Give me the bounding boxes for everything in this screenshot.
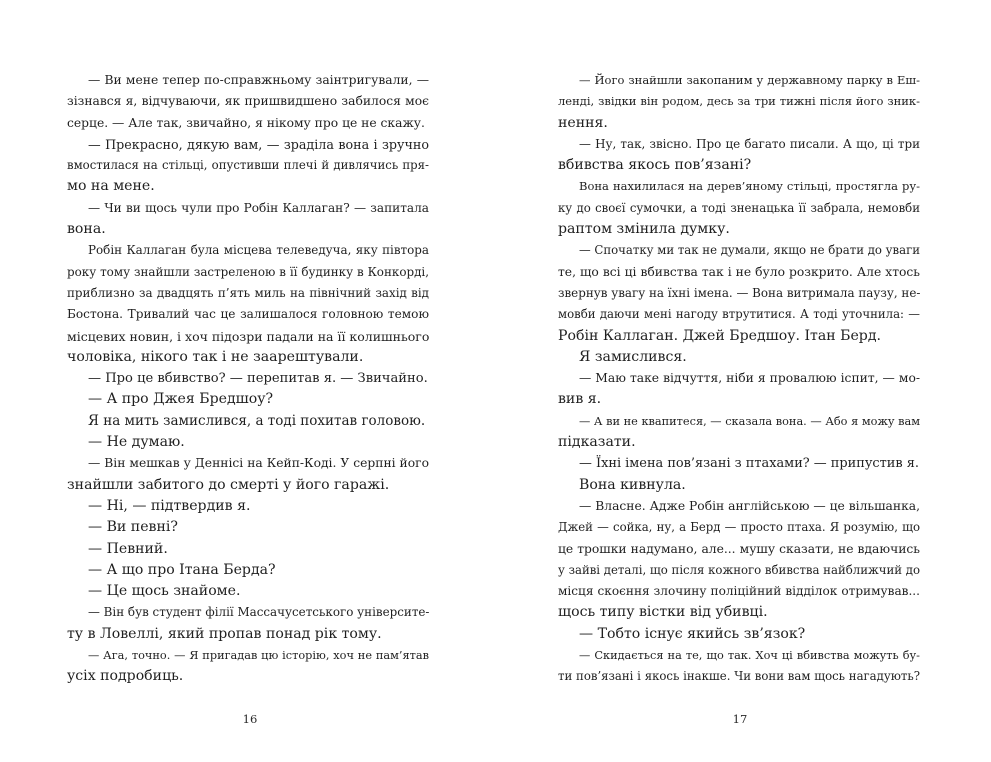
- right-line-16: вив я.: [558, 391, 602, 408]
- left-line-14: чоловіка, нікого так і не заарештували.: [67, 348, 364, 365]
- left-line-13: місцевих новин, і хоч підозри падали на її колишнього: [67, 328, 430, 344]
- right-line-15: — Маю таке відчуття, ніби я провалюю іспит, — мо-: [579, 371, 920, 386]
- left-page: [67, 70, 429, 688]
- right-line-22: Джей — сойка, ну, а Берд — просто птаха. Я розумію, що: [558, 520, 920, 535]
- left-line-10: року тому знайшли застреленою в її будинку в Конкорді,: [67, 264, 429, 279]
- right-line-24: у зайві деталі, що після кожного вбивства найближчий до: [558, 562, 920, 577]
- right-line-17: — А ви не квапитеся, — сказала вона. — Або я можу вам: [579, 414, 920, 428]
- right-line-1: — Його знайшли закопаним у державному парку в Еш-: [579, 73, 920, 87]
- left-line-12: Бостона. Тривалий час це залишалося головною темою: [67, 307, 429, 322]
- right-line-4: — Ну, так, звісно. Про це багато писали. А що, ці три: [579, 136, 920, 151]
- right-line-5: вбивства якось пов’язані?: [558, 157, 752, 174]
- right-line-29: ти пов’язані і якось інакше. Чи вони вам щось нагадують?: [558, 669, 920, 684]
- left-line-2: зізнався я, відчуваючи, як пришвидшено забилося моє: [67, 94, 429, 109]
- right-line-28: — Скидається на те, що так. Хоч ці вбивства можуть бу-: [579, 649, 920, 663]
- right-line-9: — Спочатку ми так не думали, якщо не брати до уваги: [579, 243, 920, 258]
- right-line-11: звернув увагу на їхні імена. — Вона витримала паузу, не-: [558, 285, 921, 300]
- right-line-14: Я замислився.: [579, 348, 687, 365]
- right-line-25: місця скоєння злочину поліційний відділок отримував...: [558, 584, 920, 599]
- right-line-6: Вона нахилилася на дерев’яному стільці, простягла ру-: [579, 179, 920, 194]
- right-line-19: — Їхні імена пов’язані з птахами? — припустив я.: [579, 456, 919, 472]
- left-line-17: Я на мить замислився, а тоді похитав головою.: [88, 412, 426, 429]
- left-line-6: мо на мене.: [67, 178, 155, 195]
- left-line-9: Робін Каллаган була місцева телеведуча, яку півтора: [88, 243, 429, 258]
- right-line-27: — Тобто існує якийсь зв’язок?: [579, 625, 806, 642]
- left-line-15: — Про це вбивство? — перепитав я. — Звичайно.: [88, 371, 428, 387]
- right-line-10: те, що всі ці вбивства так і не було розкрито. Але хтось: [558, 264, 920, 279]
- right-line-18: підказати.: [558, 434, 636, 451]
- right-line-26: щось типу вістки від убивці.: [558, 604, 768, 621]
- left-line-25: — Це щось знайоме.: [88, 583, 241, 600]
- right-page: [558, 70, 920, 688]
- right-line-13: Робін Каллаган. Джей Бредшоу. Ітан Берд.: [558, 327, 881, 344]
- left-line-21: — Ні, — підтвердив я.: [88, 497, 251, 514]
- left-line-5: вмостилася на стільці, опустивши плечі й дивлячись пря-: [67, 158, 429, 173]
- right-line-23: це трошки надумано, але... мушу сказати, не вдаючись: [558, 541, 920, 556]
- right-line-20: Вона кивнула.: [579, 476, 686, 493]
- left-line-4: — Прекрасно, дякую вам, — зраділа вона і зручно: [88, 136, 429, 152]
- left-line-3: серце. — Але так, звичайно, я нікому про це не скажу.: [67, 115, 425, 130]
- left-line-22: — Ви певні?: [88, 519, 178, 536]
- right-line-21: — Власне. Адже Робін англійською — це вільшанка,: [579, 498, 920, 513]
- left-line-24: — А що про Ітана Берда?: [88, 561, 276, 578]
- left-line-27: ту в Ловеллі, який пропав понад рік тому.: [67, 625, 382, 642]
- right-line-3: нення.: [558, 114, 608, 131]
- left-line-18: — Не думаю.: [88, 434, 185, 451]
- left-line-8: вона.: [67, 221, 106, 238]
- left-line-16: — А про Джея Бредшоу?: [88, 391, 274, 408]
- left-line-11: приблизно за двадцять п’ять миль на північний захід від: [67, 285, 429, 300]
- left-line-7: — Чи ви щось чули про Робін Каллаган? — запитала: [88, 200, 429, 215]
- right-page-number: 17: [732, 712, 748, 726]
- right-line-7: ку до своєї сумочки, а тоді зненацька її забрала, немовби: [558, 200, 920, 215]
- left-line-1: — Ви мене тепер по-справжньому заінтригували, —: [88, 73, 429, 87]
- left-line-29: усіх подробиць.: [67, 668, 184, 685]
- right-line-8: раптом змінила думку.: [558, 221, 730, 238]
- left-line-26: — Він був студент філії Массачусетського університе-: [88, 605, 430, 620]
- left-page-number: 16: [242, 712, 258, 726]
- right-line-12: мовби даючи мені нагоду втрутитися. А тоді уточнила: —: [558, 307, 920, 322]
- left-line-19: — Він мешкав у Деннісі на Кейп-Коді. У серпні його: [88, 456, 429, 471]
- left-line-20: знайшли забитого до смерті у його гаражі.: [67, 476, 390, 493]
- left-line-23: — Певний.: [88, 540, 168, 557]
- left-line-28: — Ага, точно. — Я пригадав цю історію, хоч не пам’ятав: [88, 649, 429, 663]
- right-line-2: ленді, звідки він родом, десь за три тижні після його зник-: [558, 94, 920, 109]
